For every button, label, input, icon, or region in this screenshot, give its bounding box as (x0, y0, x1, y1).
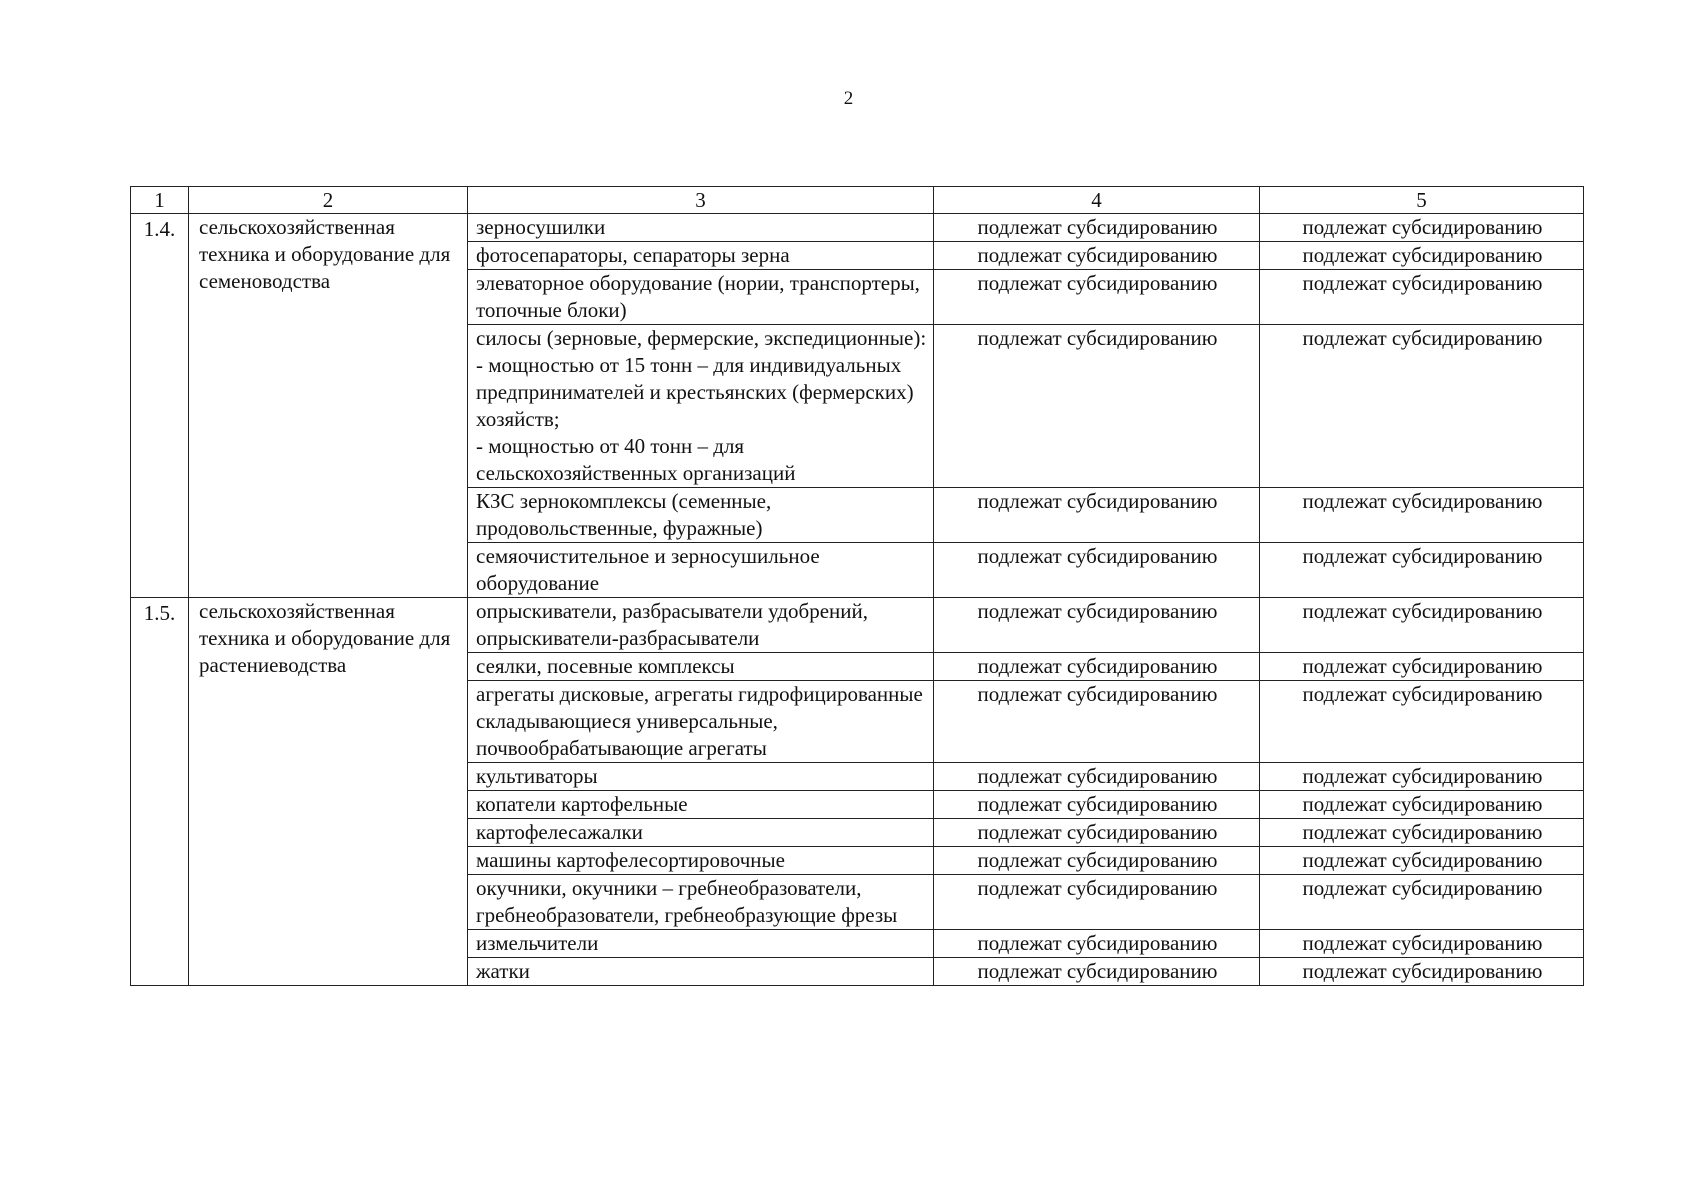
subsidy-status-col-4: подлежат субсидированию (934, 819, 1260, 847)
section-number: 1.4. (131, 214, 189, 598)
subsidy-status-col-5: подлежат субсидированию (1260, 681, 1584, 763)
equipment-name: зерносушилки (468, 214, 934, 242)
subsidy-status-col-5: подлежат субсидированию (1260, 875, 1584, 930)
equipment-name: элеваторное оборудование (нории, транспортеры, топочные блоки) (468, 270, 934, 325)
equipment-name: культиваторы (468, 763, 934, 791)
subsidy-table (130, 186, 1584, 986)
subsidy-status-col-4: подлежат субсидированию (934, 242, 1260, 270)
equipment-name: семяочистительное и зерносушильное оборудование (468, 543, 934, 598)
table-header-row (131, 187, 1584, 214)
subsidy-status-col-5: подлежат субсидированию (1260, 488, 1584, 543)
subsidy-status-col-5: подлежат субсидированию (1260, 214, 1584, 242)
subsidy-status-col-4: подлежат субсидированию (934, 875, 1260, 930)
equipment-name: окучники, окучники – гребнеобразователи, гребнеобразователи, гребнеобразующие фрезы (468, 875, 934, 930)
header-col-2: 2 (189, 187, 468, 214)
page-number: 2 (843, 88, 854, 109)
subsidy-status-col-5: подлежат субсидированию (1260, 847, 1584, 875)
header-col-5: 5 (1260, 187, 1584, 214)
equipment-name: копатели картофельные (468, 791, 934, 819)
equipment-name: жатки (468, 958, 934, 986)
equipment-name: опрыскиватели, разбрасыватели удобрений, опрыскиватели-разбрасыватели (468, 598, 934, 653)
header-col-4: 4 (934, 187, 1260, 214)
subsidy-status-col-5: подлежат субсидированию (1260, 242, 1584, 270)
subsidy-status-col-4: подлежат субсидированию (934, 214, 1260, 242)
equipment-name: силосы (зерновые, фермерские, экспедиционные): - мощностью от 15 тонн – для индивидуальных предпринимателей и крестьянских (фермерских) хозяйств; - мощностью от 40 тонн – для сельскохозяйственных организаций (468, 325, 934, 488)
equipment-name: картофелесажалки (468, 819, 934, 847)
subsidy-status-col-5: подлежат субсидированию (1260, 819, 1584, 847)
equipment-name: сеялки, посевные комплексы (468, 653, 934, 681)
subsidy-status-col-4: подлежат субсидированию (934, 847, 1260, 875)
equipment-name: КЗС зернокомплексы (семенные, продовольственные, фуражные) (468, 488, 934, 543)
subsidy-status-col-4: подлежат субсидированию (934, 270, 1260, 325)
equipment-name: агрегаты дисковые, агрегаты гидрофицированные складывающиеся универсальные, почвообрабатывающие агрегаты (468, 681, 934, 763)
header-col-1: 1 (131, 187, 189, 214)
section-category: сельскохозяйственная техника и оборудование для семеноводства (189, 214, 468, 598)
subsidy-status-col-5: подлежат субсидированию (1260, 791, 1584, 819)
section-category: сельскохозяйственная техника и оборудование для растениеводства (189, 598, 468, 986)
subsidy-status-col-4: подлежат субсидированию (934, 958, 1260, 986)
subsidy-status-col-4: подлежат субсидированию (934, 763, 1260, 791)
header-col-3: 3 (468, 187, 934, 214)
subsidy-status-col-4: подлежат субсидированию (934, 653, 1260, 681)
table-row (131, 214, 1584, 242)
subsidy-status-col-4: подлежат субсидированию (934, 325, 1260, 488)
equipment-name: фотосепараторы, сепараторы зерна (468, 242, 934, 270)
equipment-name: измельчители (468, 930, 934, 958)
subsidy-status-col-5: подлежат субсидированию (1260, 598, 1584, 653)
subsidy-status-col-5: подлежат субсидированию (1260, 270, 1584, 325)
section-number: 1.5. (131, 598, 189, 986)
subsidy-status-col-5: подлежат субсидированию (1260, 763, 1584, 791)
subsidy-status-col-5: подлежат субсидированию (1260, 930, 1584, 958)
subsidy-status-col-5: подлежат субсидированию (1260, 325, 1584, 488)
equipment-name: машины картофелесортировочные (468, 847, 934, 875)
subsidy-status-col-4: подлежат субсидированию (934, 488, 1260, 543)
subsidy-status-col-4: подлежат субсидированию (934, 791, 1260, 819)
subsidy-status-col-5: подлежат субсидированию (1260, 543, 1584, 598)
table-row (131, 598, 1584, 653)
subsidy-status-col-4: подлежат субсидированию (934, 681, 1260, 763)
subsidy-status-col-4: подлежат субсидированию (934, 598, 1260, 653)
subsidy-status-col-4: подлежат субсидированию (934, 543, 1260, 598)
subsidy-status-col-4: подлежат субсидированию (934, 930, 1260, 958)
subsidy-status-col-5: подлежат субсидированию (1260, 653, 1584, 681)
subsidy-status-col-5: подлежат субсидированию (1260, 958, 1584, 986)
